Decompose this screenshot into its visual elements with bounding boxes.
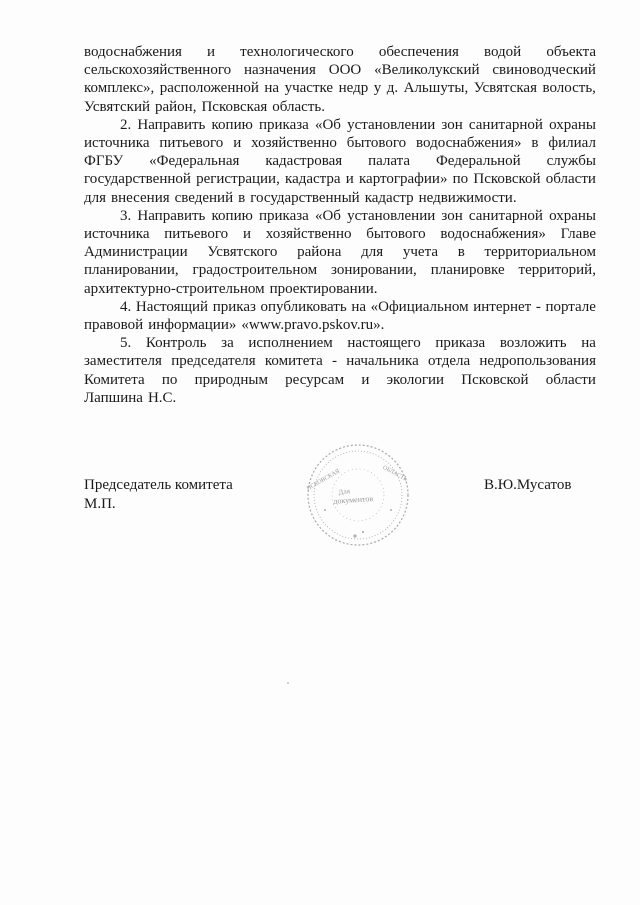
word: в [457, 244, 465, 261]
word: информации» [148, 317, 237, 334]
word: планировке [430, 262, 505, 279]
word: охраны [549, 116, 596, 133]
text-line [84, 98, 596, 116]
word: волость, [542, 80, 596, 97]
word: проектировании. [269, 280, 378, 297]
word: Псковской [473, 171, 541, 188]
svg-text:ПСКОВСКАЯ: ПСКОВСКАЯ [305, 468, 341, 493]
scan-speck [287, 682, 289, 684]
word: ресурсам [285, 371, 345, 388]
word: питьевого [159, 135, 224, 152]
word: картографии» [358, 171, 448, 188]
word: и [242, 226, 251, 243]
word: филиал [548, 135, 596, 152]
word: зонировании, [331, 262, 417, 279]
word: бытового [366, 226, 426, 243]
word: бытового [346, 135, 407, 152]
word: Настоящий [135, 298, 209, 315]
word: района [297, 244, 342, 261]
word: правовой [84, 317, 144, 334]
word: д. [386, 80, 399, 97]
text-line [84, 389, 596, 407]
word: - [535, 298, 541, 315]
text-line [84, 189, 596, 207]
signatory-name: В.Ю.Мусатов [484, 477, 572, 493]
word: на [581, 335, 596, 352]
word: расположенной [159, 80, 259, 97]
word: по [161, 371, 178, 388]
word: архитектурно-строительном [84, 280, 265, 297]
word: кадастра [285, 171, 341, 188]
word: 2. [120, 116, 132, 133]
word: водоснабжения [84, 44, 182, 60]
word: градостроительном [192, 262, 318, 279]
word: зон [441, 116, 463, 133]
word: внесения [111, 189, 170, 206]
word: территориальном [484, 244, 596, 261]
word: для [361, 244, 384, 261]
word: водоснабжения» [416, 135, 522, 152]
svg-text:ОБЛАСТЬ: ОБЛАСТЬ [381, 464, 408, 483]
word: природным [194, 371, 268, 388]
word: водоснабжения» [440, 226, 546, 243]
official-seal [303, 440, 413, 550]
document-body [84, 43, 596, 407]
svg-text:Для: Для [337, 487, 351, 497]
text-line [84, 334, 596, 352]
word: «www.pravo.pskov.ru». [241, 317, 385, 334]
word: на [264, 80, 280, 97]
word: Усвятского [207, 244, 278, 261]
word: на [351, 298, 366, 315]
word: Комитета [84, 371, 145, 388]
word: и [361, 371, 370, 388]
word: и [233, 135, 242, 152]
word: возложить [499, 335, 567, 352]
word: недропользования [479, 353, 596, 370]
word: планировании, [84, 262, 179, 279]
text-line [84, 352, 596, 370]
word: Направить [137, 116, 206, 133]
word: участке [284, 80, 334, 97]
word: приказа [435, 335, 486, 352]
word: объекта [546, 44, 596, 60]
word: приказа [258, 207, 309, 224]
text-line [84, 225, 596, 243]
word: по [452, 171, 469, 188]
text-line [84, 207, 596, 225]
text-line [84, 261, 596, 279]
word: источника [84, 226, 150, 243]
text-line [84, 371, 596, 389]
word: Усвятская [473, 80, 537, 97]
word: регистрации, [196, 171, 280, 188]
word: охраны [549, 207, 596, 224]
signature-block-right [484, 476, 571, 495]
word: за [221, 335, 234, 352]
word: ФГБУ [84, 153, 124, 170]
word: исполнением [248, 335, 333, 352]
word: сведений [174, 189, 234, 206]
signature-block-left [84, 476, 233, 514]
word: свиноводческий [492, 62, 596, 79]
word: комитета [264, 353, 323, 370]
word: 5. [120, 335, 132, 352]
word: государственный [250, 189, 360, 206]
word: Главе [560, 226, 596, 243]
text-line [84, 61, 596, 79]
word: санитарной [468, 116, 543, 133]
word: области [545, 171, 596, 188]
word: отдела [428, 353, 471, 370]
word: начальника [346, 353, 419, 370]
word: палата [368, 153, 411, 170]
word: Н.С. [147, 389, 177, 406]
word: у [373, 80, 382, 97]
word: хозяйственно [265, 226, 352, 243]
word: «Официальном [370, 298, 469, 315]
word: 3. [120, 207, 132, 224]
word: и [345, 171, 354, 188]
word: «Об [314, 116, 341, 133]
word: обеспечения [378, 44, 459, 60]
word: и [207, 44, 216, 60]
word: ООО [328, 62, 362, 79]
word: «Об [314, 207, 341, 224]
word: копию [211, 207, 253, 224]
word: технологического [240, 44, 354, 60]
word: назначения [244, 62, 316, 79]
word: 4. [120, 298, 132, 315]
word: Псковская [201, 98, 268, 115]
text-line [84, 152, 596, 170]
word: настоящего [347, 335, 421, 352]
word: портале [545, 298, 596, 315]
word: Направить [137, 207, 206, 224]
text-line [84, 116, 596, 134]
word: Федеральной [435, 153, 521, 170]
word: Усвятский [84, 98, 150, 115]
word: службы [546, 153, 596, 170]
word: председателя [171, 353, 256, 370]
word: Альшуты, [403, 80, 469, 97]
word: экологии [386, 371, 445, 388]
stamp-place-label: М.П. [84, 496, 116, 512]
word: «Федеральная [149, 153, 240, 170]
word: в [238, 189, 246, 206]
word: район, [155, 98, 197, 115]
text-line [84, 280, 596, 298]
word: хозяйственно [251, 135, 337, 152]
text-line [84, 79, 596, 97]
text-line [84, 298, 596, 316]
word: область. [272, 98, 325, 115]
word: в [531, 135, 539, 152]
word: копию [211, 116, 253, 133]
word: территорий, [518, 262, 596, 279]
word: государственной [84, 171, 191, 188]
word: недр [338, 80, 369, 97]
word: кадастровая [265, 153, 343, 170]
text-line [84, 243, 596, 261]
word: комплекс», [84, 80, 155, 97]
text-line [84, 316, 596, 334]
signatory-position: Председатель комитета [84, 477, 233, 493]
word: для [84, 189, 107, 206]
word: - [332, 353, 337, 370]
word: санитарной [468, 207, 543, 224]
text-line [84, 170, 596, 188]
word: зон [441, 207, 463, 224]
word: сельскохозяйственного [84, 62, 232, 79]
word: интернет [473, 298, 532, 315]
svg-text:документов: документов [333, 493, 374, 506]
word: Псковской [461, 371, 529, 388]
word: недвижимости. [418, 189, 517, 206]
word: источника [84, 135, 150, 152]
word: питьевого [164, 226, 229, 243]
text-line [84, 43, 596, 61]
word: «Великолукский [374, 62, 480, 79]
word: приказ [212, 298, 256, 315]
word: Лапшина [84, 389, 143, 406]
word: Администрации [84, 244, 188, 261]
word: водой [484, 44, 522, 60]
word: Контроль [145, 335, 207, 352]
word: области [545, 371, 596, 388]
word: установлении [347, 207, 436, 224]
word: установлении [347, 116, 436, 133]
word: опубликовать [260, 298, 347, 315]
word: приказа [258, 116, 309, 133]
word: кадастр [364, 189, 414, 206]
word: учета [402, 244, 438, 261]
text-line [84, 134, 596, 152]
word: заместителя [84, 353, 162, 370]
